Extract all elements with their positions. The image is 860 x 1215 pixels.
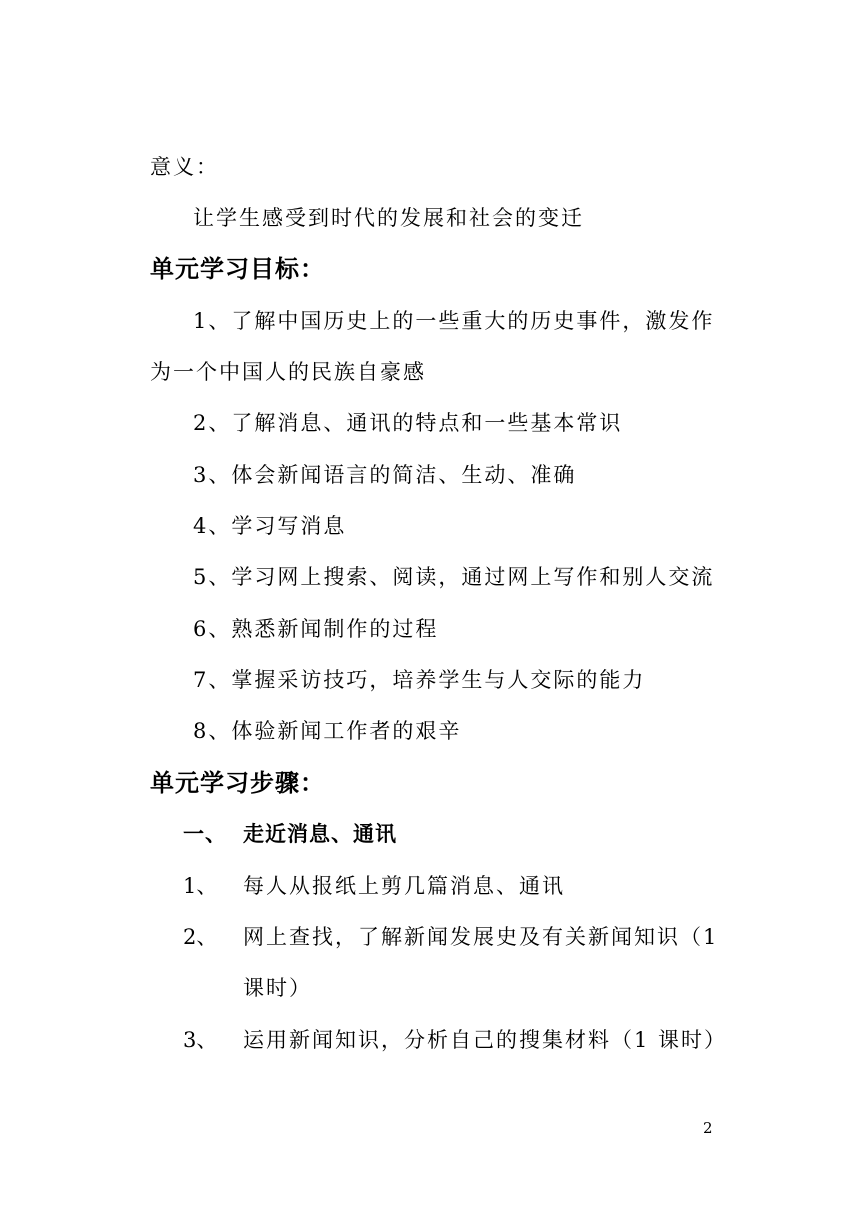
goals-heading: 单元学习目标：	[150, 255, 325, 283]
goal-item-1-line-1: 1、了解中国历史上的一些重大的历史事件，激发作	[193, 309, 715, 333]
goal-item-6: 6、熟悉新闻制作的过程	[193, 617, 439, 641]
meaning-label: 意义：	[150, 155, 219, 179]
step-2-number: 2、	[183, 925, 218, 949]
step-3-number: 3、	[183, 1028, 218, 1052]
step-3-text: 运用新闻知识，分析自己的搜集材料（1 课时）	[243, 1028, 728, 1052]
goal-item-2: 2、了解消息、通讯的特点和一些基本常识	[193, 411, 623, 435]
goal-item-5: 5、学习网上搜索、阅读，通过网上写作和别人交流	[193, 565, 715, 589]
goal-item-8: 8、体验新闻工作者的艰辛	[193, 719, 462, 743]
steps-heading: 单元学习步骤：	[150, 769, 325, 797]
section-1-number: 一、	[183, 822, 227, 846]
section-1-title: 走近消息、通讯	[243, 822, 397, 846]
meaning-text: 让学生感受到时代的发展和社会的变迁	[193, 206, 584, 230]
step-2-line-2: 课时）	[243, 976, 312, 1000]
step-1-text: 每人从报纸上剪几篇消息、通讯	[243, 874, 565, 898]
goal-item-1-line-2: 为一个中国人的民族自豪感	[150, 360, 426, 384]
goal-item-3: 3、体会新闻语言的简洁、生动、准确	[193, 463, 577, 487]
step-2-line-1: 网上查找，了解新闻发展史及有关新闻知识（1	[243, 925, 719, 949]
goal-item-7: 7、掌握采访技巧，培养学生与人交际的能力	[193, 668, 646, 692]
page-number: 2	[703, 1119, 713, 1137]
step-1-number: 1、	[183, 874, 218, 898]
goal-item-4: 4、学习写消息	[193, 514, 347, 538]
